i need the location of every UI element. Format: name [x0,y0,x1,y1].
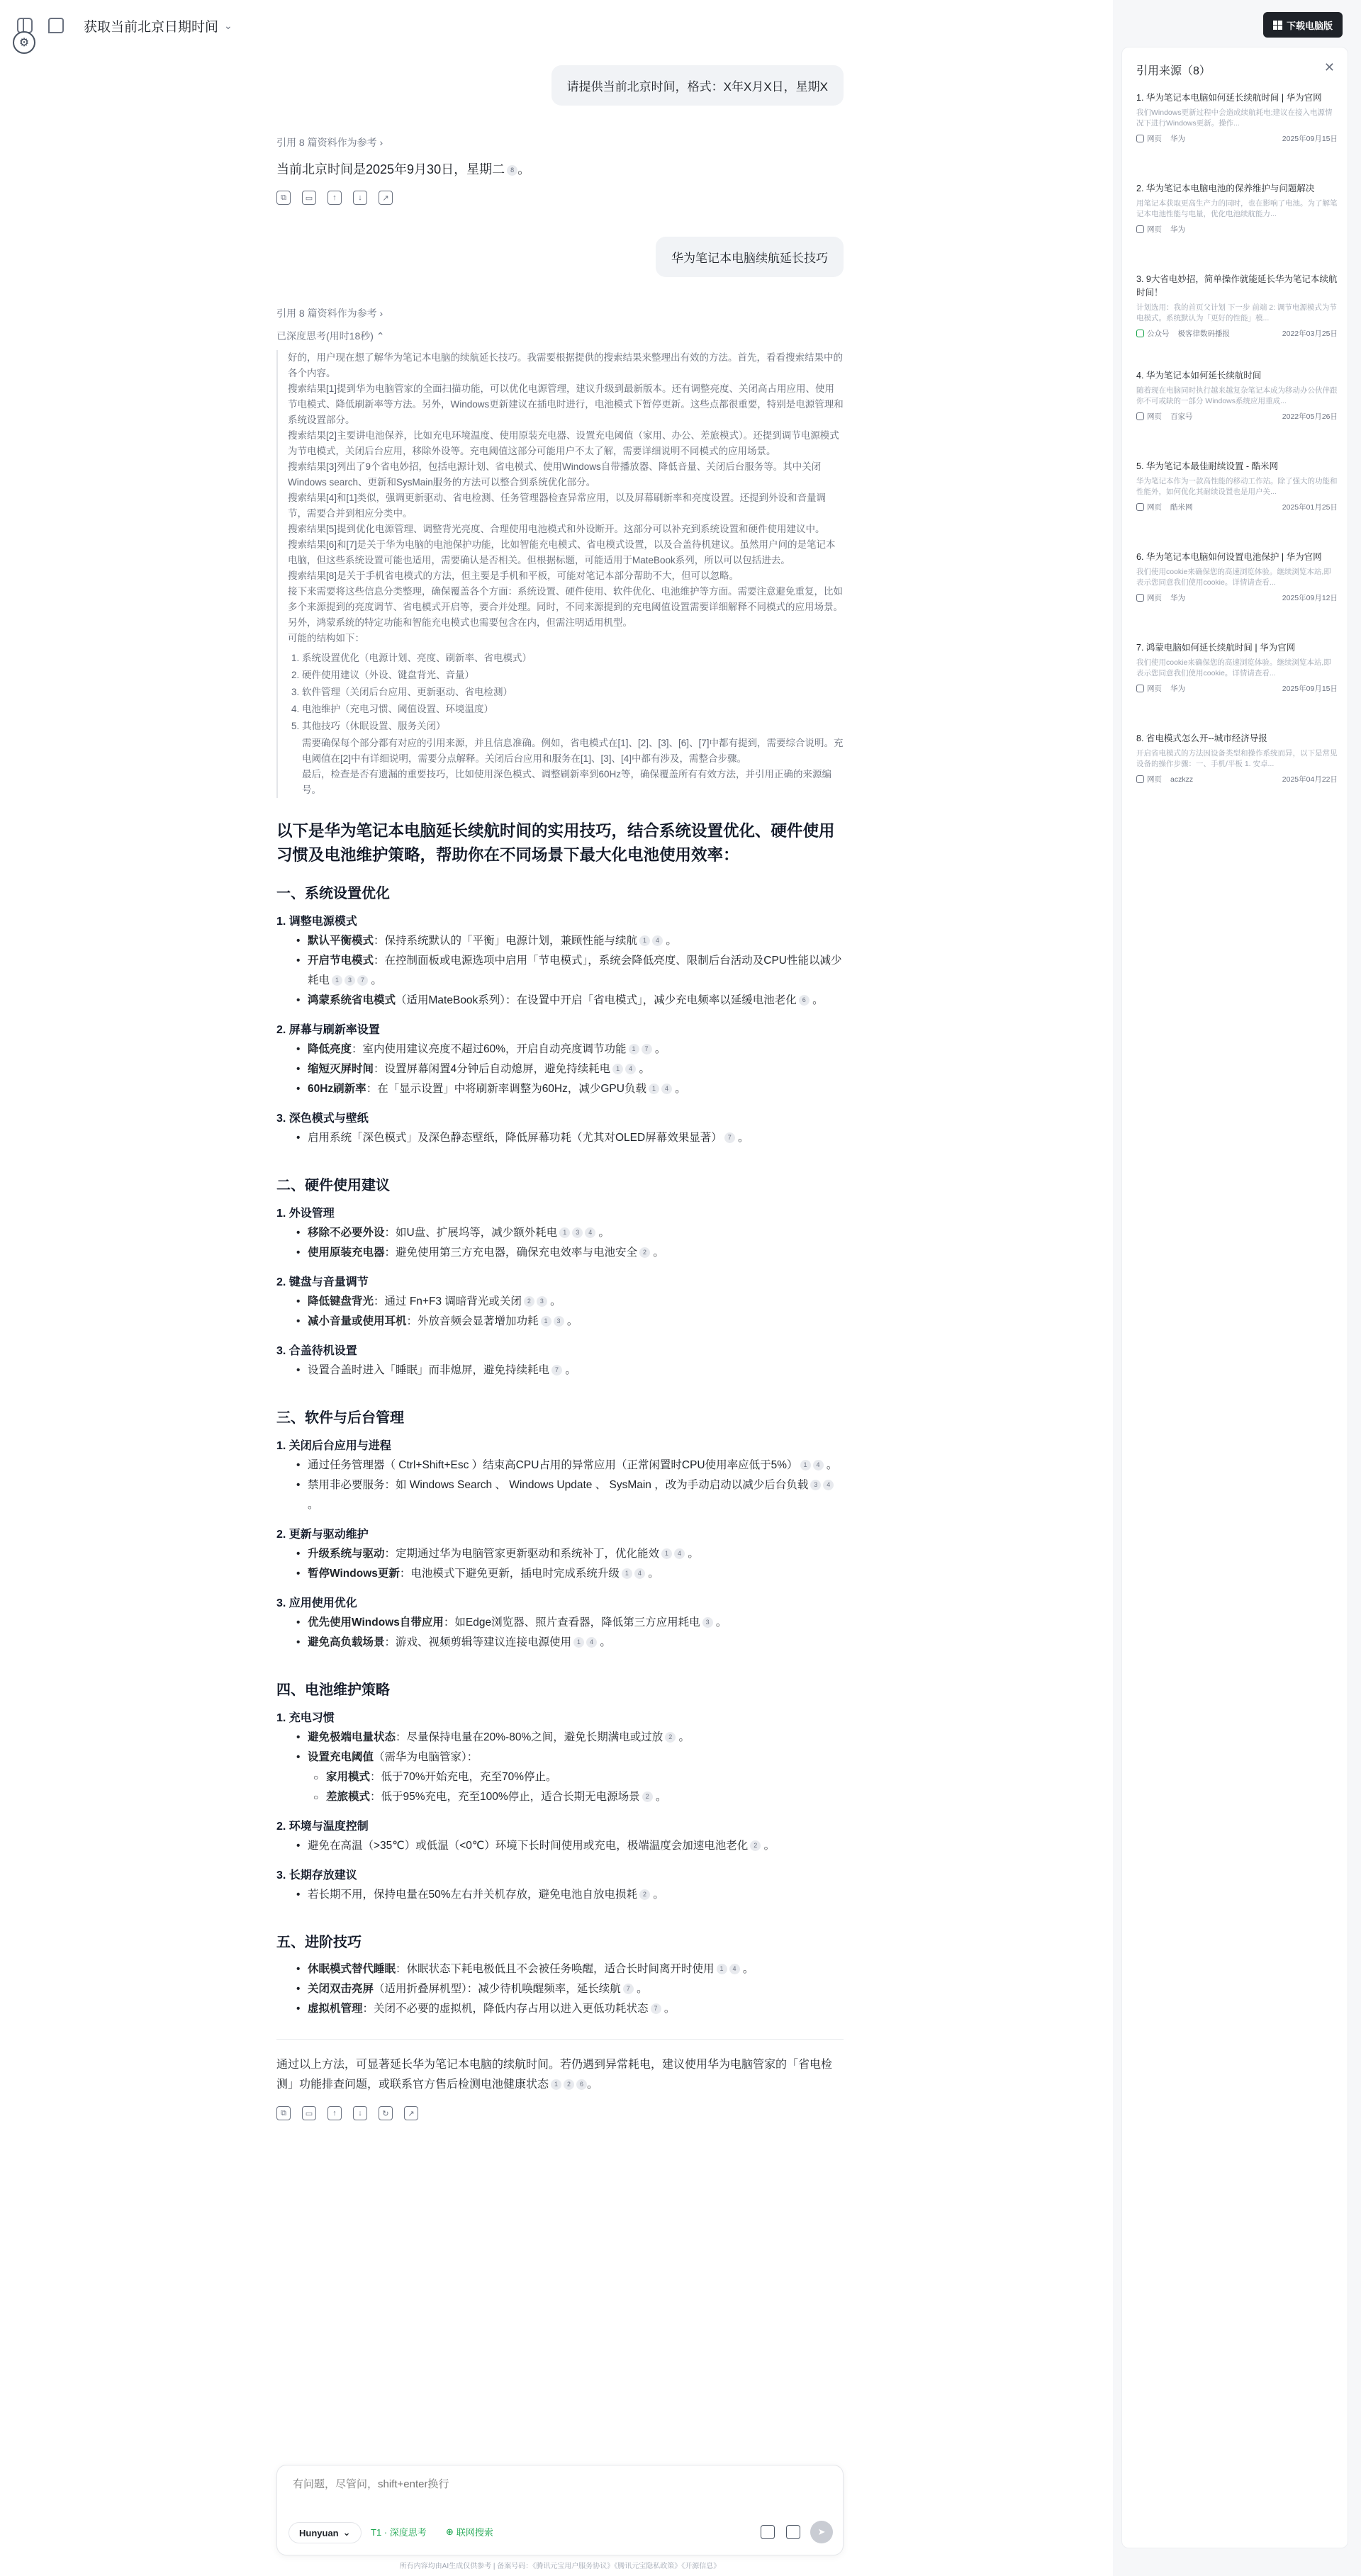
subsection-heading: 3. 合盖待机设置 [276,1345,357,1357]
section-heading: 二、硬件使用建议 [276,1178,390,1193]
list-item-text: ：如U盘、扩展坞等，减少额外耗电 [384,1227,558,1239]
link-icon [1136,225,1144,233]
top-bar [0,0,1113,51]
source-date: 2025年09月15日 [1282,685,1338,693]
list-item-text: ：电池模式下避免更新，插电时完成系统升级 [399,1568,620,1580]
chevron-up-icon: ⌃ [376,330,385,342]
source-date: 2022年03月25日 [1282,330,1338,338]
composer [276,2465,844,2555]
list-item-keyword: 休眠模式替代睡眠 [308,1963,396,1975]
source-site: 华为 [1170,225,1185,234]
list-item-keyword: 差旅模式 [326,1791,371,1803]
source-date: 2022年05月26日 [1282,412,1338,421]
source-site: aczkzz [1170,775,1194,784]
assistant-message-2 [276,306,844,2120]
copy-icon[interactable]: ⧉ [276,2106,291,2120]
list-item-keyword: 暂停Windows更新 [308,1568,400,1580]
new-chat-icon[interactable] [48,18,64,33]
footer-note: 所有内容均由AI生成仅供参考 | 备案号码：《腾讯元宝用户服务协议》《腾讯元宝隐私政策》《开源信息》 [399,2563,721,2570]
citation-badge[interactable]: 1 [559,1227,570,1238]
source-type: 网页 [1147,685,1162,693]
source-date: 2025年04月22日 [1282,775,1338,784]
list-item: 2. 硬件使用建议（外设、键盘背光、音量） [302,668,844,683]
citation-badge[interactable]: 4 [625,1064,636,1074]
list-item-text: ：外放音频会显著增加功耗 [406,1315,539,1327]
list-item-text: ：在控制面板或电源选项中启用「节电模式」，系统会降低亮度、限制后台活动及CPU性能以减少耗电 [308,955,842,986]
bookmark-icon[interactable]: ▭ [302,2106,316,2120]
section-heading: 三、软件与后台管理 [276,1410,404,1426]
user-message [551,65,844,106]
source-card[interactable] [1136,273,1338,339]
source-card[interactable] [1136,91,1338,144]
list-item: ○ 差旅模式：低于95%充电，充至100%停止，适合长期无电源场景 2 。 [276,1787,844,1807]
conclusion-sentence: 通过以上方法，可显著延长华为笔记本电脑的续航时间。若仍遇到异常耗电，建议使用华为电脑管家的「省电检测」功能排查问题，或联系官方售后检测电池健康状态 [276,2059,833,2091]
citation-badge[interactable]: 7 [551,1365,562,1376]
citation-badge[interactable]: 7 [642,1044,652,1054]
citation-badge[interactable]: 1 [649,1084,659,1094]
copy-icon[interactable]: ⧉ [276,191,291,205]
citation-badge[interactable]: 1 [541,1316,551,1327]
source-title: 3. 9大省电妙招，简单操作就能延长华为笔记本续航时间！ [1136,274,1338,298]
citation-badge[interactable]: 7 [357,975,368,986]
thinking-paragraph: 可能的结构如下： [288,633,364,643]
list-item: • 避免在高温（>35℃）或低温（<0℃）环境下长时间使用或充电，极端温度会加速电池老化 2 。 [276,1836,844,1856]
share-icon[interactable]: ↗ [379,191,393,205]
list-item: • 减小音量或使用耳机：外放音频会显著增加功耗 1 3 。 [276,1312,844,1332]
list-item: 3. 软件管理（关闭后台应用、更新驱动、省电检测） [302,685,844,700]
list-item-keyword: 缩短灭屏时间 [308,1063,374,1075]
message-input[interactable] [293,2478,789,2490]
list-item-keyword: 虚拟机管理 [308,2003,363,2015]
conclusion-text: 通过以上方法，可显著延长华为笔记本电脑的续航时间。若仍遇到异常耗电，建议使用华为电脑管家的「省电检测」功能排查问题，或联系官方售后检测电池健康状态 1 2 6 。 [276,2059,833,2091]
thinking-paragraph: 好的，用户现在想了解华为笔记本电脑的续航延长技巧。我需要根据提供的搜索结果来整理出有效的方法。首先，看看搜索结果中的各个内容。 [288,352,843,378]
source-type: 网页 [1147,412,1162,421]
source-title: 4. 华为笔记本如何延长续航时间 [1136,371,1262,381]
citation-badge[interactable]: 1 [629,1044,639,1054]
citation-badge[interactable]: 3 [572,1227,583,1238]
thinking-paragraph: 搜索结果[4]和[1]类似，强调更新驱动、省电检测、任务管理器检查异常应用，以及屏幕刷新率和亮度设置。还提到外设和音量调节，需要合并到相应分类中。 [288,493,827,519]
list-item-keyword: 鸿蒙系统省电模式 [308,994,396,1006]
source-site: 百家号 [1170,412,1193,421]
globe-icon: ⊕ [446,2526,454,2537]
references-label: 引用 8 篇资料作为参考 [276,137,377,148]
list-item-text: ：关闭不必要的虚拟机，降低内存占用以进入更低功耗状态 [362,2003,649,2015]
web-search-label: 联网搜索 [456,2527,493,2538]
source-meta [1136,224,1338,235]
thinking-paragraph: 最后，检查是否有遗漏的重要技巧，比如使用深色模式、调整刷新率到60Hz等，确保覆盖所有有效方法，并引用正确的来源编号。 [302,769,832,795]
section-heading: 一、系统设置优化 [276,886,390,901]
download-desktop-button[interactable] [1263,12,1343,38]
list-item-text: ：游戏、视频剪辑等建议连接电源使用 [384,1636,572,1648]
list-item-keyword: 家用模式 [326,1771,371,1783]
references-toggle[interactable] [276,306,844,320]
thinking-toggle[interactable] [276,329,844,343]
user-message-text: 请提供当前北京时间，格式：X年X月X日，星期X [566,80,828,94]
list-item-text: 启用系统「深色模式」及深色静态壁纸，降低屏幕功耗（尤其对OLED屏幕效果显著） [308,1132,722,1144]
list-item: • 优先使用Windows自带应用：如Edge浏览器、照片查看器，降低第三方应用耗电 3 。 [276,1613,844,1633]
list-item-text: ：通过 Fn+F3 调暗背光或关闭 [374,1295,522,1307]
citation-badge[interactable]: 2 [639,1889,650,1900]
web-search-toggle[interactable] [446,2525,493,2538]
citation-badge[interactable]: 1 [661,1548,672,1559]
subsection-heading: 3. 长期存放建议 [276,1869,357,1882]
list-item: • 60Hz刷新率：在「显示设置」中将刷新率调整为60Hz，减少GPU负载 1 4 。 [276,1079,844,1099]
list-item-text: ：尽量保持电量在20%-80%之间，避免长期满电或过放 [396,1731,663,1743]
thumbs-down-icon[interactable]: ↓ [353,2106,367,2120]
source-date: 2025年09月12日 [1282,594,1338,602]
source-site: 酷米网 [1170,503,1193,512]
source-meta [1136,774,1338,784]
list-item-keyword: 降低亮度 [308,1043,352,1055]
source-date: 2025年09月15日 [1282,135,1338,143]
list-item-keyword: 降低键盘背光 [308,1295,374,1307]
list-item: • 缩短灭屏时间：设置屏幕闲置4分钟后自动熄屏，避免持续耗电 1 4 。 [276,1059,844,1079]
list-item [276,1767,844,1787]
link-icon [1136,594,1144,602]
thinking-paragraph: 搜索结果[5]提到优化电源管理、调整背光亮度、合理使用电池模式和外设断开。这部分可以补充到系统设置和硬件使用建议中。 [288,524,825,534]
thumbs-down-icon[interactable]: ↓ [353,191,367,205]
list-item-keyword: 关闭双击亮屏 [308,1983,374,1995]
thumbs-up-icon[interactable]: ↑ [327,191,342,205]
source-site: 华为 [1170,135,1185,143]
link-icon [1136,775,1144,783]
list-item-text: ：保持系统默认的「平衡」电源计划，兼顾性能与续航 [374,935,638,947]
download-label: 下载电脑版 [1286,20,1333,31]
list-item-text: （适用MateBook系列）：在设置中开启「省电模式」，减少充电频率以延缓电池老化 [396,994,797,1006]
link-icon [1136,412,1144,420]
subsection-heading: 2. 更新与驱动维护 [276,1529,369,1541]
send-button[interactable]: ➤ [810,2521,833,2543]
source-description: 我们使用cookie来确保您的高速浏览体验。继续浏览本站,即表示您同意我们使用cookie。详情请查看... [1136,658,1331,677]
citation-badge[interactable]: 1 [612,1064,623,1074]
share-icon[interactable]: ↗ [404,2106,418,2120]
thinking-paragraph: 搜索结果[1]提到华为电脑管家的全面扫描功能，可以优化电源管理，建议升级到最新版本。还有调整亮度、关闭高占用应用、使用节电模式、降低刷新率等方法。另外，Windows更新建议在插电时进行，电池模式下暂停更新。这些点都很重要，特别是电源管理和系统设置部分。 [288,383,844,425]
subsection-heading: 2. 环境与温度控制 [276,1821,369,1833]
citation-badge[interactable]: 1 [717,1964,727,1974]
source-description: 华为笔记本作为一款高性能的移动工作站。除了强大的功能和性能外，如何优化其耐续设置也是用户关... [1136,477,1338,496]
list-item-text: 若长期不用，保持电量在50%左右并关机存放，避免电池自放电损耗 [308,1889,638,1901]
list-item: • 虚拟机管理：关闭不必要的虚拟机，降低内存占用以进入更低功耗状态 7 。 [276,1999,844,2019]
list-item: • 移除不必要外设：如U盘、扩展坞等，减少额外耗电 1 3 4 。 [276,1223,844,1243]
list-item: • 避免高负载场景：游戏、视频剪辑等建议连接电源使用 1 4 。 [276,1633,844,1653]
thinking-paragraph: 需要确保每个部分都有对应的引用来源，并且信息准确。例如，省电模式在[1]、[2]、[3]、[6]、[7]中都有提到，需要综合说明。充电阈值在[2]中有详细说明，需要分点解释。关闭后台应用和服务在[1]、[3]、[4]中都有涉及，需整合步骤。 [302,738,844,764]
user-message-text: 华为笔记本电脑续航延长技巧 [671,252,828,265]
list-item: • 鸿蒙系统省电模式（适用MateBook系列）：在设置中开启「省电模式」，减少充电频率以延缓电池老化 6 。 [276,991,844,1011]
citation-badge[interactable]: 7 [651,2003,661,2014]
list-item-keyword: 升级系统与驱动 [308,1548,385,1560]
list-item-text: 通过任务管理器（ Ctrl+Shift+Esc ）结束高CPU占用的异常应用（正常闲置时CPU使用率应低于5%） [308,1459,798,1471]
user-message [656,237,844,277]
source-meta [1136,683,1338,694]
chevron-right-icon: › [379,137,383,148]
list-item-text: ：如Edge浏览器、照片查看器，降低第三方应用耗电 [443,1616,700,1629]
source-meta [1136,328,1338,339]
source-title: 2. 华为笔记本电脑电池的保养维护与问题解决 [1136,184,1315,193]
list-item: • 避免极端电量状态：尽量保持电量在20%-80%之间，避免长期满电或过放 2 。 [276,1728,844,1748]
list-item-keyword: 优先使用Windows自带应用 [308,1616,444,1629]
section-heading: 四、电池维护策略 [276,1682,390,1698]
conversation-title-text: 获取当前北京日期时间 [84,19,219,35]
references-toggle[interactable] [276,135,844,150]
source-card[interactable] [1136,641,1338,694]
source-description: 我们Windows更新过程中会造成续航耗电;建议在接入电源情况下进行Windows更新。操作... [1136,108,1333,128]
assistant-message-1 [276,135,844,205]
list-item: • 通过任务管理器（ Ctrl+Shift+Esc ）结束高CPU占用的异常应用（正常闲置时CPU使用率应低于5%） 1 4 。 [276,1456,844,1475]
source-card[interactable] [1136,460,1338,512]
list-item-keyword: 避免高负载场景 [308,1636,385,1648]
references-label: 引用 8 篇资料作为参考 [276,308,377,319]
source-card[interactable] [1136,182,1338,235]
list-item-keyword: 减小音量或使用耳机 [308,1315,407,1327]
source-description: 随着现在电脑同时执行越来越复杂笔记本成为移动办公伙伴跟你不可或缺的一部分 Windows系统应用重成... [1136,386,1338,405]
source-date: 2025年01月25日 [1282,503,1338,512]
list-item: • 暂停Windows更新：电池模式下避免更新，插电时完成系统升级 1 4 。 [276,1564,844,1584]
citation-badge[interactable]: 4 [586,1637,597,1648]
citation-badge[interactable]: 3 [345,975,355,986]
source-site: 华为 [1170,594,1185,602]
list-item-keyword: 避免极端电量状态 [308,1731,396,1743]
wechat-icon [1136,330,1144,337]
citation-badge[interactable]: 3 [810,1480,821,1490]
link-icon [1136,685,1144,692]
list-item-keyword: 设置充电阈值 [308,1751,374,1763]
citation-badge[interactable]: 7 [724,1132,735,1143]
citation-badge[interactable]: 1 [573,1637,584,1648]
citation-badge[interactable]: 2 [665,1732,676,1743]
list-item-keyword: 开启节电模式 [308,955,374,967]
citation-badge[interactable]: 2 [642,1792,653,1802]
citation-badge[interactable]: 1 [551,2079,561,2090]
list-item: • 禁用非必要服务：如 Windows Search 、 Windows Update 、 SysMain ，改为手动启动以减少后台负载 3 4 。 [276,1475,844,1515]
source-description: 我们使用cookie来确保您的高速浏览体验。继续浏览本站,即表示您同意我们使用cookie。详情请查看... [1136,568,1331,587]
citation-badge[interactable]: 2 [564,2079,574,2090]
list-item-text: ：在「显示设置」中将刷新率调整为60Hz，减少GPU负载 [366,1083,646,1095]
list-item: 5. 其他技巧（休眠设置、服务关闭） [302,719,844,734]
list-item: • 若长期不用，保持电量在50%左右并关机存放，避免电池自放电损耗 2 。 [276,1885,844,1905]
subsection-heading: 3. 应用使用优化 [276,1597,357,1609]
conversation-title[interactable] [84,16,233,35]
model-selector[interactable] [289,2522,362,2543]
citation-badge[interactable]: 3 [554,1316,564,1327]
list-item-text: ：休眠状态下耗电极低且不会被任务唤醒，适合长时间离开时使用 [396,1963,715,1975]
bookmark-icon[interactable]: ▭ [302,191,316,205]
list-item-text: （适用折叠屏机型）：减少待机唤醒频率，延长续航 [374,1983,621,1995]
citation-badge[interactable]: 1 [622,1568,632,1579]
subsection-heading: 1. 调整电源模式 [276,916,357,928]
answer-sentence: 当前北京时间是2025年9月30日，星期二 [276,162,505,176]
chevron-down-icon: ⌄ [342,2527,351,2538]
thinking-content [276,350,844,798]
citation-badge[interactable]: 4 [823,1480,834,1490]
sources-panel-title: 引用来源（8） [1136,65,1211,77]
list-item: • 降低亮度：室内使用建议亮度不超过60%，开启自动亮度调节功能 1 7 。 [276,1040,844,1059]
citation-badge[interactable]: 3 [702,1617,713,1628]
thinking-paragraph: 搜索结果[2]主要讲电池保养，比如充电环境温度、使用原装充电器、设置充电阈值（家用、办公、差旅模式）。还提到调节电源模式为节电模式，关闭后台应用，移除外设等。充电阈值这部分可能用户不太了解，需要详细说明不同模式的应用场景。 [288,430,839,456]
source-meta [1136,592,1338,603]
source-title: 1. 华为笔记本电脑如何延长续航时间 | 华为官网 [1136,93,1322,103]
list-item: • 设置合盖时进入「睡眠」而非熄屏，避免持续耗电 7 。 [276,1361,844,1380]
list-item: • 开启节电模式：在控制面板或电源选项中启用「节电模式」，系统会降低亮度、限制后台活动及CPU性能以减少耗电 1 3 7 。 [276,951,844,991]
settings-gear-icon[interactable]: ⚙ [13,31,35,54]
source-card[interactable] [1136,369,1338,422]
subsection-heading: 1. 外设管理 [276,1208,335,1220]
citation-badge[interactable]: 4 [661,1084,672,1094]
citation-badge[interactable]: 1 [332,975,342,986]
source-type: 网页 [1147,225,1162,234]
link-icon [1136,135,1144,142]
list-item: • 休眠模式替代睡眠：休眠状态下耗电极低且不会被任务唤醒，适合长时间离开时使用 1 4 。 [276,1959,844,1979]
deep-think-toggle[interactable] [371,2525,427,2538]
source-title: 7. 鸿蒙电脑如何延长续航时间 | 华为官网 [1136,643,1296,653]
thinking-paragraph: 接下来需要将这些信息分类整理，确保覆盖各个方面：系统设置、硬件使用、软件优化、电池维护等方面。需要注意避免重复，比如多个来源提到的亮度调节、省电模式开启等，要合并处理。同时，不同来源提到的充电阈值设置需要详细解释不同模式的应用场景。另外，鸿蒙系统的特定功能和智能充电模式也需要包含在内，但需注明适用机型。 [288,586,843,628]
answer-body [276,882,844,2019]
source-type: 网页 [1147,775,1162,784]
subsection-heading: 3. 深色模式与壁纸 [276,1113,369,1125]
source-description: 用笔记本获取更高生产力的同时，也在影响了电池。为了解笔记本电池性能与电量，优化电池续航能力... [1136,199,1338,218]
list-item-text: ：定期通过华为电脑管家更新驱动和系统补丁，优化能效 [384,1548,660,1560]
source-type: 网页 [1147,503,1162,512]
citation-badge[interactable]: 6 [799,995,810,1006]
citation-badge[interactable]: 4 [729,1964,740,1974]
list-item: • 启用系统「深色模式」及深色静态壁纸，降低屏幕功耗（尤其对OLED屏幕效果显著） 7 。 [276,1128,844,1148]
list-item-text: 避免在高温（>35℃）或低温（<0℃）环境下长时间使用或充电，极端温度会加速电池老化 [308,1840,749,1852]
regenerate-icon[interactable]: ↻ [379,2106,393,2120]
subsection-heading: 1. 关闭后台应用与进程 [276,1440,391,1452]
list-item-keyword: 使用原装充电器 [308,1247,385,1259]
message-actions [276,191,844,205]
source-description: 开启省电模式的方法因设备类型和操作系统而异，以下是常见设备的操作步骤：一、手机/平板 1. 安卓... [1136,749,1338,768]
citation-badge[interactable]: 4 [652,935,663,946]
answer-text: 当前北京时间是2025年9月30日，星期二 8 。 [276,162,531,176]
citation-badge[interactable]: 4 [813,1460,824,1470]
source-card[interactable] [1136,551,1338,603]
source-card[interactable] [1136,732,1338,784]
message-actions [276,2106,844,2120]
list-item: • 使用原装充电器：避免使用第三方充电器，确保充电效率与电池安全 2 。 [276,1243,844,1263]
chevron-right-icon: › [379,308,383,319]
source-title: 5. 华为笔记本最佳耐续设置 - 酷米网 [1136,461,1279,471]
citation-badge[interactable]: 2 [750,1840,761,1851]
section-heading: 五、进阶技巧 [276,1935,362,1950]
source-description: 计划选用：我的首页父计划 下一步 前端 2: 调节电源模式为节电模式。系统默认为「更好的性能」模... [1136,303,1337,322]
thumbs-up-icon[interactable]: ↑ [327,2106,342,2120]
thinking-label: 已深度思考(用时18秒) [276,330,374,342]
subsection-heading: 2. 屏幕与刷新率设置 [276,1024,380,1036]
citation-badge[interactable]: 7 [623,1984,634,1994]
list-item: • 默认平衡模式：保持系统默认的「平衡」电源计划，兼顾性能与续航 1 4 。 [276,931,844,951]
image-upload-icon[interactable] [761,2525,775,2539]
list-item-text: 设置合盖时进入「睡眠」而非熄屏，避免持续耗电 [308,1364,550,1376]
citation-badge[interactable]: 1 [639,935,650,946]
link-icon [1136,503,1144,511]
source-site: 极客律数码播报 [1177,330,1230,338]
list-item-text: ：低于95%充电，充至100%停止，适合长期无电源场景 [370,1791,640,1803]
list-item-text: （需华为电脑管家）： [374,1751,478,1763]
citation-badge[interactable]: 4 [634,1568,645,1579]
citation-badge[interactable]: 4 [674,1548,685,1559]
citation-badge[interactable]: 8 [507,165,517,176]
subsection-heading: 2. 键盘与音量调节 [276,1276,369,1288]
model-name: Hunyuan [299,2527,339,2538]
source-meta [1136,411,1338,422]
thinking-paragraph: 搜索结果[8]是关于手机省电模式的方法，但主要是手机和平板，可能对笔记本部分帮助不大，但可以忽略。 [288,570,739,581]
list-item-text: ：设置屏幕闲置4分钟后自动熄屏，避免持续耗电 [374,1063,611,1075]
list-item: • 升级系统与驱动：定期通过华为电脑管家更新驱动和系统补丁，优化能效 1 4 。 [276,1544,844,1564]
source-title: 6. 华为笔记本电脑如何设置电池保护 | 华为官网 [1136,552,1322,562]
source-type: 网页 [1147,135,1162,143]
close-icon[interactable]: ✕ [1323,60,1335,74]
citation-badge[interactable]: 4 [585,1227,595,1238]
thinking-paragraph: 搜索结果[3]列出了9个省电妙招，包括电源计划、省电模式、使用Windows自带播放器、降低音量、关闭后台服务等。其中关闭Windows search、更新和SysMain服务的方法可以整合到系统优化部分。 [288,461,822,488]
thinking-structure-list [288,651,844,734]
divider [276,2039,844,2040]
subsection-heading: 1. 充电习惯 [276,1712,335,1724]
source-meta [1136,133,1338,144]
citation-badge[interactable]: 6 [576,2079,587,2090]
citation-badge[interactable]: 2 [524,1296,534,1307]
list-item: 1. 系统设置优化（电源计划、亮度、刷新率、省电模式） [302,651,844,666]
citation-badge[interactable]: 2 [639,1247,650,1258]
windows-icon [1273,21,1282,30]
list-item-text: ：避免使用第三方充电器，确保充电效率与电池安全 [384,1247,638,1259]
list-item-text: ：低于70%开始充电，充至70%停止。 [370,1771,557,1783]
source-title: 8. 省电模式怎么开--城市经济导报 [1136,733,1267,743]
list-item [276,1748,844,1767]
list-item: • 降低键盘背光：通过 Fn+F3 调暗背光或关闭 2 3 。 [276,1292,844,1312]
thinking-paragraph: 搜索结果[6]和[7]是关于华为电脑的电池保护功能，比如智能充电模式、省电模式设置，以及合盖待机建议。虽然用户问的是笔记本电脑，但这些系统设置可能也适用，需要确认是否相关。但根据标题，可能适用于MateBook系列，所以可以包括进去。 [288,539,836,566]
list-item-keyword: 移除不必要外设 [308,1227,385,1239]
list-item-keyword: 60Hz刷新率 [308,1083,366,1095]
source-type: 公众号 [1147,330,1170,338]
list-item: • 关闭双击亮屏（适用折叠屏机型）：减少待机唤醒频率，延长续航 7 。 [276,1979,844,1999]
list-item-keyword: 默认平衡模式 [308,935,374,947]
list-item: 4. 电池维护（充电习惯、阈值设置、环境温度） [302,702,844,717]
list-item-text: ：室内使用建议亮度不超过60%，开启自动亮度调节功能 [352,1043,627,1055]
citation-badge[interactable]: 1 [800,1460,811,1470]
list-item-text: 禁用非必要服务：如 Windows Search 、 Windows Update 、 SysMain ，改为手动启动以减少后台负载 [308,1479,809,1491]
source-meta [1136,502,1338,512]
sources-panel [1121,47,1348,2548]
citation-badge[interactable]: 3 [537,1296,547,1307]
source-type: 网页 [1147,594,1162,602]
deep-think-label: T1 · 深度思考 [371,2527,427,2538]
file-upload-icon[interactable] [786,2525,800,2539]
chevron-down-icon: ⌄ [224,19,233,31]
source-site: 华为 [1170,685,1185,693]
answer-heading: 以下是华为笔记本电脑延长续航时间的实用技巧，结合系统设置优化、硬件使用习惯及电池维护策略，帮助你在不同场景下最大化电池使用效率： [276,822,835,864]
